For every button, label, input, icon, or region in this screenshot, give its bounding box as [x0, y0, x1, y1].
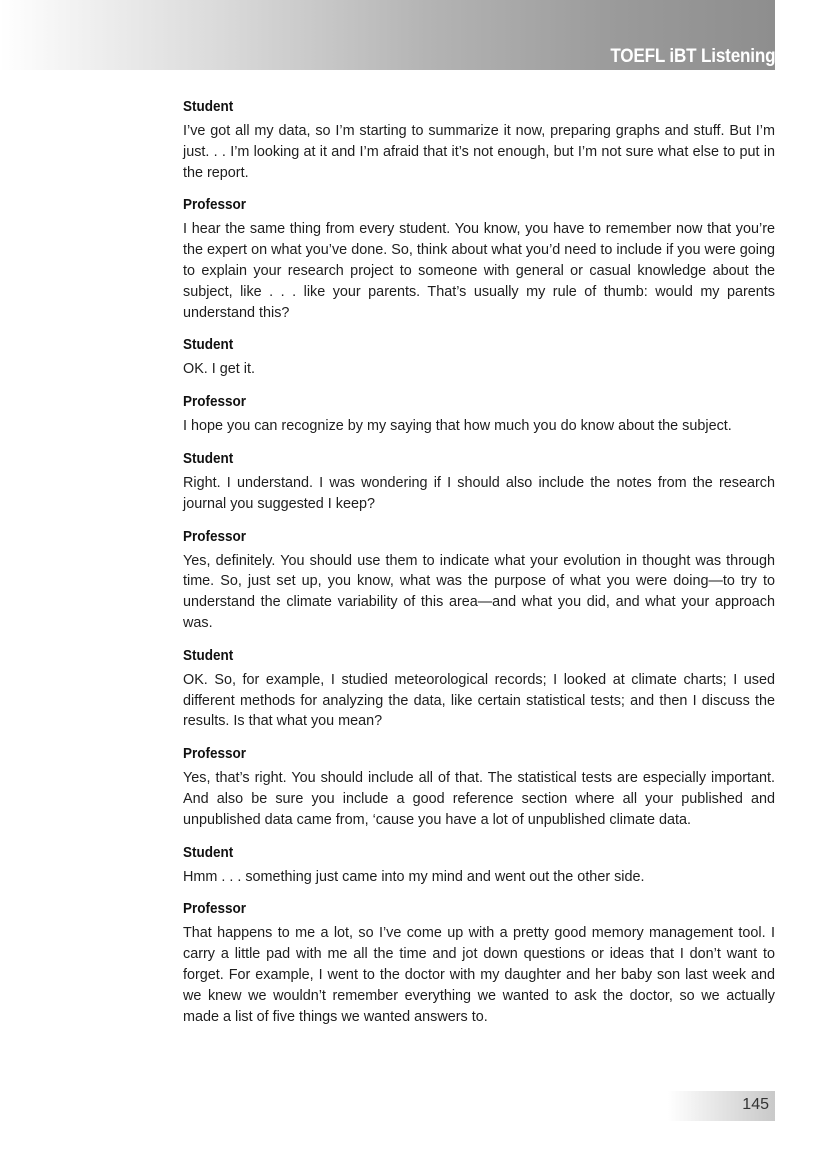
speech-text: That happens to me a lot, so I’ve come up with a pretty good memory management tool. I carry a little pad with me all the time and jot down questions or ideas that I don’t want to forget. For example, I went to the doctor with my daughter and her baby son last week and we knew we wouldn’t remember everything we wanted to ask the doctor, so we actually made a list of five things we wanted answers to. [183, 925, 775, 1025]
dialogue-turn [183, 844, 775, 888]
page-number: 145 [742, 1096, 769, 1113]
speech-text: I hear the same thing from every student. You know, you have to remember now that you’re the expert on what you’ve done. So, think about what you’d need to include if you were going to explain your research project to someone with general or casual knowledge about the subject, like . . . like your parents. That’s usually my rule of thumb: would my parents understand this? [183, 221, 775, 321]
speech-text: Yes, that’s right. You should include all of that. The statistical tests are especially important. And also be sure you include a good reference section where all your published and unpublished data came from, ‘cause you have a lot of unpublished climate data. [183, 770, 775, 828]
speaker-label: Student [183, 449, 234, 467]
running-header-title: TOEFL iBT Listening [609, 46, 775, 67]
dialogue-turn [183, 450, 775, 515]
dialogue-turn [183, 98, 775, 183]
speaker-label: Professor [183, 393, 247, 411]
speaker-label: Student [183, 336, 234, 354]
speaker-label: Student [183, 98, 234, 115]
footer-page-tab [668, 1091, 775, 1121]
speaker-label: Professor [183, 745, 247, 763]
speech-text: I’ve got all my data, so I’m starting to summarize it now, preparing graphs and stuff. But I’m just. . . I’m looking at it and I’m afraid that it’s not enough, but I’m not sure what else to put in the report. [183, 123, 775, 181]
speaker-label: Professor [183, 900, 247, 918]
dialogue-turn [183, 528, 775, 634]
dialogue-turn [183, 745, 775, 830]
dialogue-turn [183, 196, 775, 323]
speech-text: OK. I get it. [183, 361, 255, 378]
speaker-label: Professor [183, 527, 247, 545]
speech-text: Right. I understand. I was wondering if I should also include the notes from the research journal you suggested I keep? [183, 474, 775, 512]
dialogue-turn [183, 336, 775, 380]
speech-text: Hmm . . . something just came into my mind and went out the other side. [183, 868, 645, 885]
dialogue-turn [183, 900, 775, 1027]
header-band [0, 0, 775, 70]
dialogue-turn [183, 647, 775, 732]
speech-text: OK. So, for example, I studied meteorological records; I looked at climate charts; I used different methods for analyzing the data, like certain statistical tests; and then I discuss the results. Is that what you mean? [183, 671, 775, 730]
dialogue-turn [183, 393, 775, 437]
speaker-label: Professor [183, 196, 247, 214]
speaker-label: Student [183, 646, 234, 664]
speaker-label: Student [183, 843, 234, 861]
dialogue-transcript [183, 98, 775, 1040]
speech-text: I hope you can recognize by my saying that how much you do know about the subject. [183, 418, 732, 435]
speech-text: Yes, definitely. You should use them to indicate what your evolution in thought was through time. So, just set up, you know, what was the purpose of what you were doing—to try to understand the climate variability of this area—and what you did, and what your approach was. [183, 552, 775, 631]
